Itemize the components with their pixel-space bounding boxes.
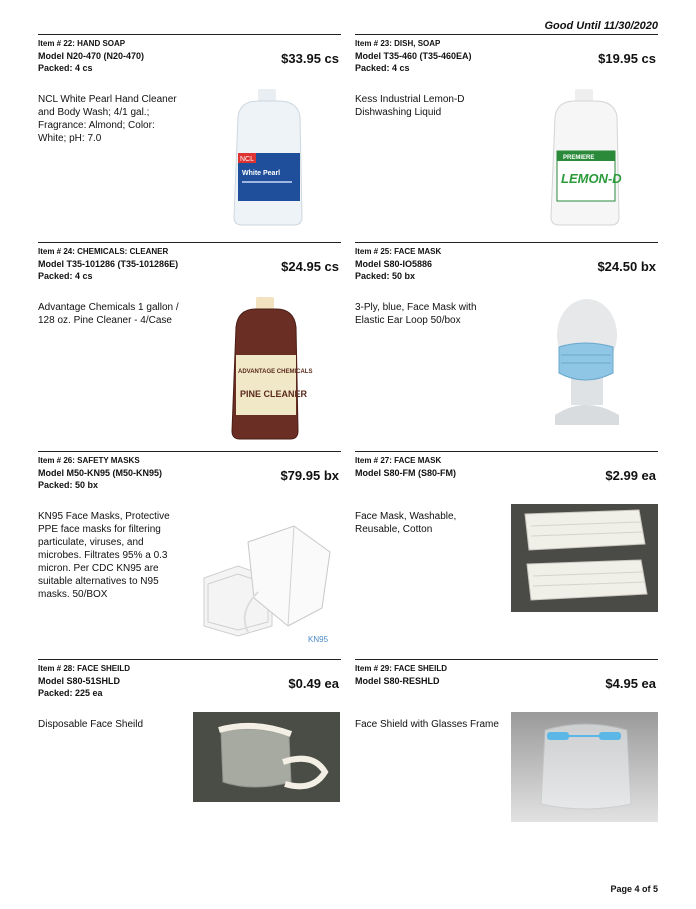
item-title: Item # 27: FACE MASK (355, 456, 442, 465)
svg-text:KN95: KN95 (308, 635, 329, 644)
item-description: KN95 Face Masks, Protective PPE face masks for filtering particulate, viruses, and microbes. Filtrates 95% a 0.3 micron. Per CDC KN95 are suitable alternatives to N95 masks. 50/BOX (38, 511, 170, 600)
product-cell-26 (38, 451, 341, 657)
item-packed: Packed: 4 cs (38, 63, 93, 73)
product-cell-29 (355, 659, 658, 860)
item-price: $79.95 bx (280, 468, 339, 483)
item-packed: Packed: 50 bx (355, 271, 416, 281)
product-cell-23 (355, 34, 658, 240)
item-price: $4.95 ea (605, 676, 656, 691)
product-cell-28 (38, 659, 341, 860)
item-description: Face Shield with Glasses Frame (355, 719, 499, 730)
lemon-d-jug-image (545, 87, 625, 227)
item-description: Kess Industrial Lemon-D Dishwashing Liquid (355, 94, 465, 118)
kn95-masks-image (198, 522, 338, 648)
item-description: Disposable Face Sheild (38, 719, 144, 730)
item-description: Advantage Chemicals 1 gallon / 128 oz. Pine Cleaner - 4/Case (38, 302, 179, 326)
svg-text:PINE CLEANER: PINE CLEANER (240, 389, 308, 399)
glasses-frame-face-shield-image (511, 712, 658, 822)
cotton-face-masks-image (511, 504, 658, 612)
item-description: NCL White Pearl Hand Cleaner and Body Wash; 4/1 gal.; Fragrance: Almond; Color: White; pH: 7.0 (38, 94, 177, 144)
item-title: Item # 28: FACE SHEILD (38, 664, 131, 673)
product-cell-24 (38, 242, 341, 448)
svg-text:NCL: NCL (240, 156, 255, 163)
item-description: Face Mask, Washable, Reusable, Cotton (355, 511, 457, 535)
item-model: Model M50-KN95 (M50-KN95) (38, 468, 163, 478)
item-model: Model T35-101286 (T35-101286E) (38, 259, 179, 269)
item-packed: Packed: 4 cs (38, 271, 93, 281)
item-model: Model T35-460 (T35-460EA) (355, 51, 472, 61)
item-packed: Packed: 225 ea (38, 688, 103, 698)
item-title: Item # 24: CHEMICALS: CLEANER (38, 247, 169, 256)
item-model: Model S80-FM (S80-FM) (355, 468, 457, 478)
svg-text:PREMIERE: PREMIERE (563, 155, 595, 161)
item-title: Item # 29: FACE SHEILD (355, 664, 448, 673)
item-title: Item # 23: DISH, SOAP (355, 39, 441, 48)
item-title: Item # 26: SAFETY MASKS (38, 456, 140, 465)
white-pearl-soap-jug-image (228, 87, 308, 227)
item-price: $19.95 cs (598, 51, 656, 66)
item-price: $24.95 cs (281, 259, 339, 274)
disposable-face-shield-image (193, 712, 340, 802)
product-cell-22 (38, 34, 341, 240)
blue-face-mask-mannequin-image (535, 295, 635, 425)
item-description: 3-Ply, blue, Face Mask with Elastic Ear Loop 50/box (355, 302, 477, 326)
product-cell-25 (355, 242, 658, 448)
item-title: Item # 25: FACE MASK (355, 247, 442, 256)
item-model: Model S80-51SHLD (38, 676, 121, 686)
pine-cleaner-jug-image (228, 295, 313, 441)
item-model: Model N20-470 (N20-470) (38, 51, 145, 61)
item-price: $33.95 cs (281, 51, 339, 66)
item-packed: Packed: 50 bx (38, 480, 99, 490)
item-price: $24.50 bx (597, 259, 656, 274)
svg-text:ADVANTAGE CHEMICALS: ADVANTAGE CHEMICALS (238, 369, 313, 375)
svg-text:White Pearl: White Pearl (242, 170, 281, 177)
item-packed: Packed: 4 cs (355, 63, 410, 73)
item-model: Model S80-IO5886 (355, 259, 433, 269)
item-price: $0.49 ea (288, 676, 339, 691)
item-title: Item # 22: HAND SOAP (38, 39, 126, 48)
page-number: Page 4 of 5 (610, 884, 658, 894)
good-until-date: Good Until 11/30/2020 (544, 20, 658, 32)
svg-text:LEMON-D: LEMON-D (561, 171, 622, 186)
item-price: $2.99 ea (605, 468, 656, 483)
product-cell-27 (355, 451, 658, 657)
item-model: Model S80-RESHLD (355, 676, 440, 686)
